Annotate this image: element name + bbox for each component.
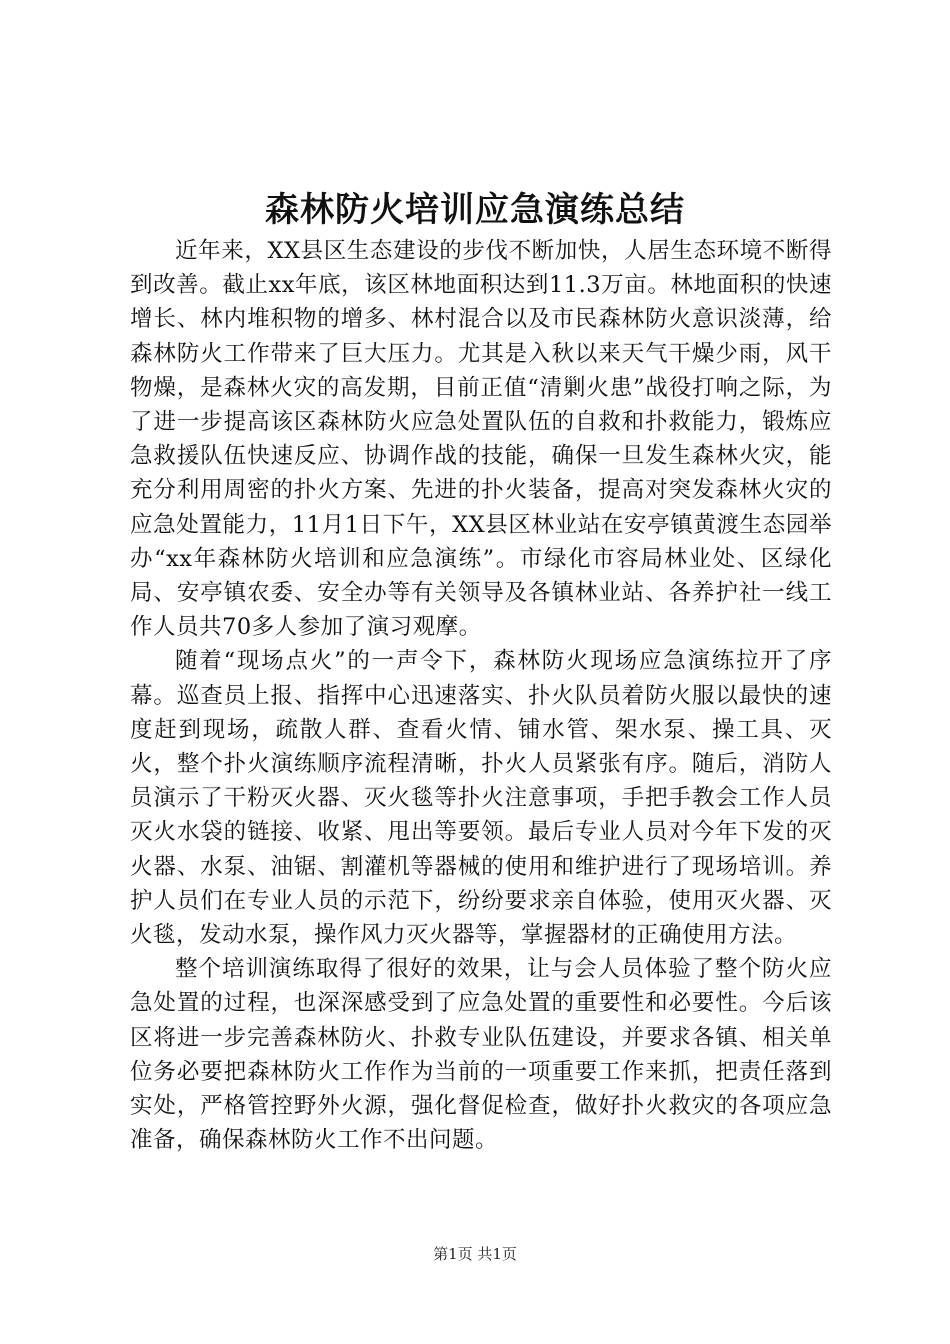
document-title: 森林防火培训应急演练总结 [265,190,685,230]
page-number-footer: 第1页 共1页 [433,1245,517,1263]
paragraph-2: 随着“现场点火”的一声令下，森林防火现场应急演练拉开了序幕。巡查员上报、指挥中心迅速落实、扑火队员着防火服以最快的速度赶到现场，疏散人群、查看火情、铺水管、架水泵、操工具、灭火，整个扑火演练顺序流程清晰，扑火人员紧张有序。随后，消防人员演示了干粉灭火器、灭火毯等扑火注意事项，手把手教会工作人员灭火水袋的链接、收紧、甩出等要领。最后专业人员对今年下发的灭火器、水泵、油锯、割灌机等器械的使用和维护进行了现场培训。养护人员们在专业人员的示范下，纷纷要求亲自体验，使用灭火器、灭火毯，发动水泵，操作风力灭火器等，掌握器材的正确使用方法。 [130,648,832,949]
document-body [130,234,832,1157]
paragraph-3: 整个培训演练取得了很好的效果，让与会人员体验了整个防火应急处置的过程，也深深感受到了应急处置的重要性和必要性。今后该区将进一步完善森林防火、扑救专业队伍建设，并要求各镇、相关单位务必要把森林防火工作作为当前的一项重要工作来抓，把责任落到实处，严格管控野外火源，强化督促检查，做好扑火救灾的各项应急准备，确保森林防火工作不出问题。 [130,956,832,1154]
paragraph-1: 近年来，XX县区生态建设的步伐不断加快，人居生态环境不断得到改善。截止xx年底，该区林地面积达到11.3万亩。林地面积的快速增长、林内堆积物的增多、林村混合以及市民森林防火意识淡薄，给森林防火工作带来了巨大压力。尤其是入秋以来天气干燥少雨，风干物燥，是森林火灾的高发期，目前正值“清剿火患”战役打响之际，为了进一步提高该区森林防火应急处置队伍的自救和扑救能力，锻炼应急救援队伍快速反应、协调作战的技能，确保一旦发生森林火灾，能充分利用周密的扑火方案、先进的扑火装备，提高对突发森林火灾的应急处置能力，11月1日下午，XX县区林业站在安亭镇黄渡生态园举办“xx年森林防火培训和应急演练”。市绿化市容局林业处、区绿化局、安亭镇农委、安全办等有关领导及各镇林业站、各养护社一线工作人员共70多人参加了演习观摩。 [130,238,832,641]
